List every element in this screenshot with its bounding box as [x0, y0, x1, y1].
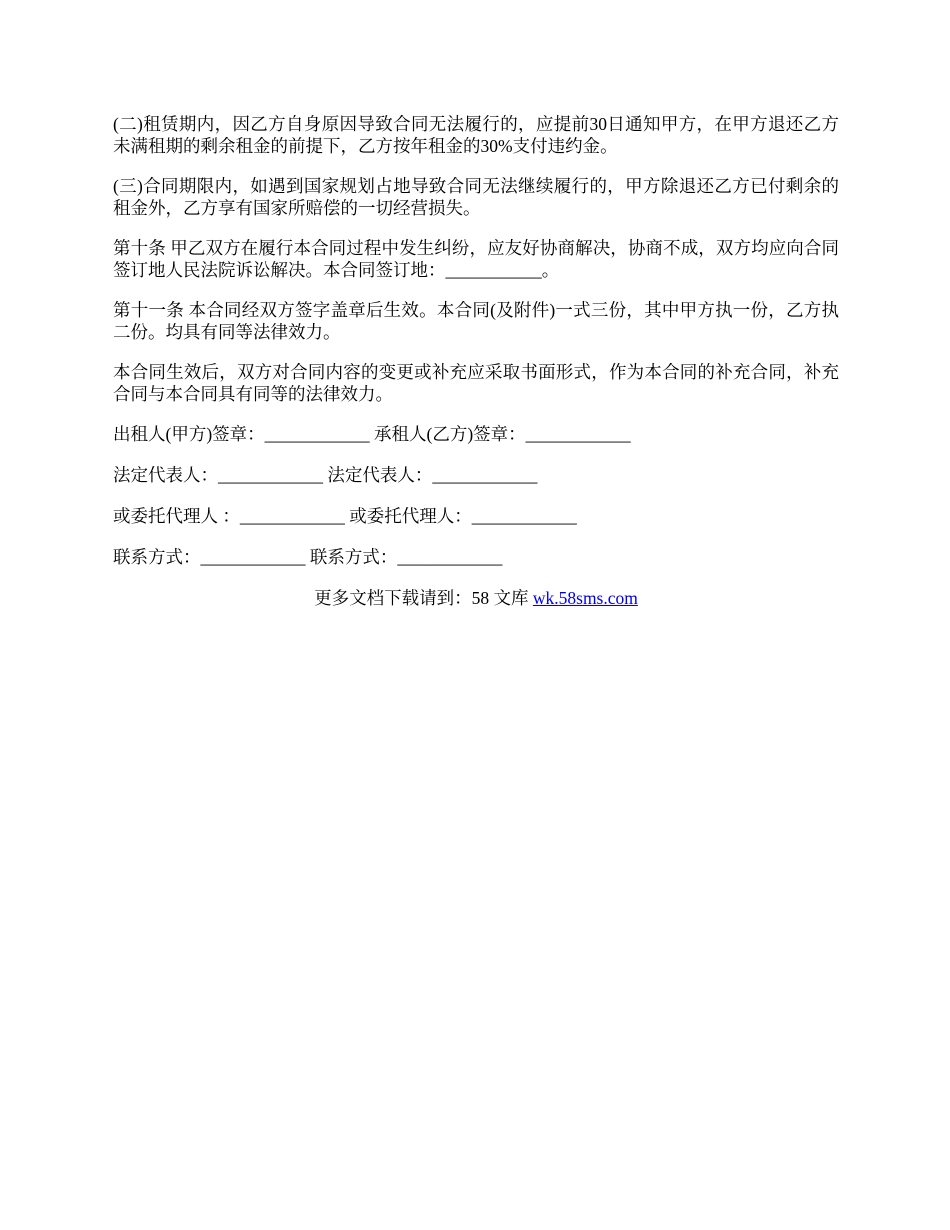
paragraph-supplement: 本合同生效后，双方对合同内容的变更或补充应采取书面形式，作为本合同的补充合同，补充合同与本合同具有同等的法律效力。 [113, 362, 839, 404]
document-body [113, 113, 839, 609]
signature-line-lessor-lessee: 出租人(甲方)签章：____________ 承租人(乙方)签章：____________ [113, 424, 631, 444]
footer-link[interactable]: wk.58sms.com [532, 588, 638, 608]
paragraph-clause-2: (二)租赁期内，因乙方自身原因导致合同无法履行的，应提前30日通知甲方，在甲方退还乙方未满租期的剩余租金的前提下，乙方按年租金的30%支付违约金。 [113, 114, 839, 156]
download-footer [113, 587, 839, 609]
signature-line-legal-rep: 法定代表人：____________ 法定代表人：____________ [113, 465, 538, 485]
paragraph-article-11: 第十一条 本合同经双方签字盖章后生效。本合同(及附件)一式三份，其中甲方执一份，乙方执二份。均具有同等法律效力。 [113, 300, 839, 342]
signature-line-contact: 联系方式：____________ 联系方式：____________ [113, 547, 503, 567]
paragraph-clause-3: (三)合同期限内，如遇到国家规划占地导致合同无法继续履行的，甲方除退还乙方已付剩余的租金外，乙方享有国家所赔偿的一切经营损失。 [113, 176, 839, 218]
signature-line-agent: 或委托代理人 ：____________ 或委托代理人：____________ [113, 506, 577, 526]
paragraph-article-10: 第十条 甲乙双方在履行本合同过程中发生纠纷，应友好协商解决，协商不成，双方均应向合同签订地人民法院诉讼解决。本合同签订地：___________。 [113, 238, 839, 280]
footer-text: 更多文档下载请到：58 文库 [314, 588, 533, 608]
